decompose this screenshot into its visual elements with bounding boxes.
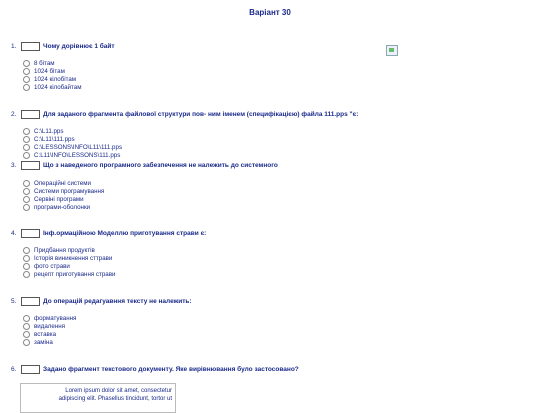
option[interactable]: Системи програмування xyxy=(23,188,104,195)
radio-button[interactable] xyxy=(23,315,30,322)
radio-button[interactable] xyxy=(23,271,30,278)
question-1 xyxy=(11,42,115,51)
option[interactable]: форматування xyxy=(23,315,76,322)
radio-button[interactable] xyxy=(23,84,30,91)
option[interactable]: C:\L11\111.pps xyxy=(23,136,75,143)
answer-input[interactable] xyxy=(21,110,40,119)
option[interactable]: програми-оболонки xyxy=(23,204,90,211)
question-text: Що з наведеного програмного забезпечення не належить до системного xyxy=(43,162,278,169)
question-2 xyxy=(11,110,358,119)
question-text: Задано фрагмент текстового документу. Яке вирівнювання було застосовано? xyxy=(43,366,299,373)
option[interactable]: заміна xyxy=(23,339,53,346)
option[interactable]: C:\LESSONS\INFO\L11\111.pps xyxy=(23,144,122,151)
option[interactable]: Історія виникнення сттрави xyxy=(23,255,112,262)
option[interactable]: видалення xyxy=(23,323,65,330)
answer-input[interactable] xyxy=(21,42,40,51)
radio-button[interactable] xyxy=(23,136,30,143)
radio-button[interactable] xyxy=(23,60,30,67)
question-number: 5. xyxy=(11,298,17,305)
question-number: 6. xyxy=(11,366,17,373)
question-5 xyxy=(11,297,192,306)
question-text: До операцій редагуавння тексту не належить: xyxy=(43,298,192,305)
answer-input[interactable] xyxy=(21,161,40,170)
radio-button[interactable] xyxy=(23,144,30,151)
question-text: Для заданого фрагмента файлової структури пов- ним іменем (специфікацією) файла 111.pps "є: xyxy=(43,111,359,118)
radio-button[interactable] xyxy=(23,76,30,83)
text-fragment-line: adipiscing elit. Phasellus tincidunt, tortor ut xyxy=(58,396,172,402)
text-fragment xyxy=(20,383,176,413)
radio-button[interactable] xyxy=(23,188,30,195)
radio-button[interactable] xyxy=(23,152,30,159)
radio-button[interactable] xyxy=(23,204,30,211)
question-number: 4. xyxy=(11,230,17,237)
option[interactable]: 1024 кілобітам xyxy=(23,76,76,83)
question-6 xyxy=(11,365,299,374)
question-4 xyxy=(11,229,206,238)
text-fragment-line: Lorem ipsum dolor sit amet, consectetur xyxy=(65,388,172,394)
answer-input[interactable] xyxy=(21,365,40,374)
option[interactable]: рецепт приготування страви xyxy=(23,271,116,278)
option[interactable]: Придбання продуктів xyxy=(23,247,95,254)
radio-button[interactable] xyxy=(23,247,30,254)
radio-button[interactable] xyxy=(23,255,30,262)
radio-button[interactable] xyxy=(23,128,30,135)
question-text: Чому дорівнює 1 байт xyxy=(43,43,115,50)
question-number: 2. xyxy=(11,111,17,118)
option[interactable]: вставка xyxy=(23,331,56,338)
question-3 xyxy=(11,161,278,170)
radio-button[interactable] xyxy=(23,323,30,330)
option[interactable]: фото страви xyxy=(23,263,70,270)
radio-button[interactable] xyxy=(23,180,30,187)
page-title: Варіант 30 xyxy=(249,8,291,17)
radio-button[interactable] xyxy=(23,196,30,203)
radio-button[interactable] xyxy=(23,339,30,346)
option[interactable]: C:\L11.pps xyxy=(23,128,63,135)
option[interactable]: 1024 кілобайтам xyxy=(23,84,81,91)
option[interactable]: 1024 бітам xyxy=(23,68,65,75)
option[interactable]: C:L11\INFO\LESSONS\111.pps xyxy=(23,152,120,159)
option[interactable]: 8 бітам xyxy=(23,60,55,67)
answer-input[interactable] xyxy=(21,297,40,306)
question-number: 3. xyxy=(11,162,17,169)
question-text: Інф.ормаційною Моделлю приготування страви є: xyxy=(43,230,207,237)
answer-input[interactable] xyxy=(21,229,40,238)
radio-button[interactable] xyxy=(23,331,30,338)
radio-button[interactable] xyxy=(23,263,30,270)
broken-image-icon xyxy=(386,45,398,56)
question-number: 1. xyxy=(11,43,17,50)
option[interactable]: Сервіні програми xyxy=(23,196,84,203)
radio-button[interactable] xyxy=(23,68,30,75)
option[interactable]: Операційні системи xyxy=(23,180,91,187)
